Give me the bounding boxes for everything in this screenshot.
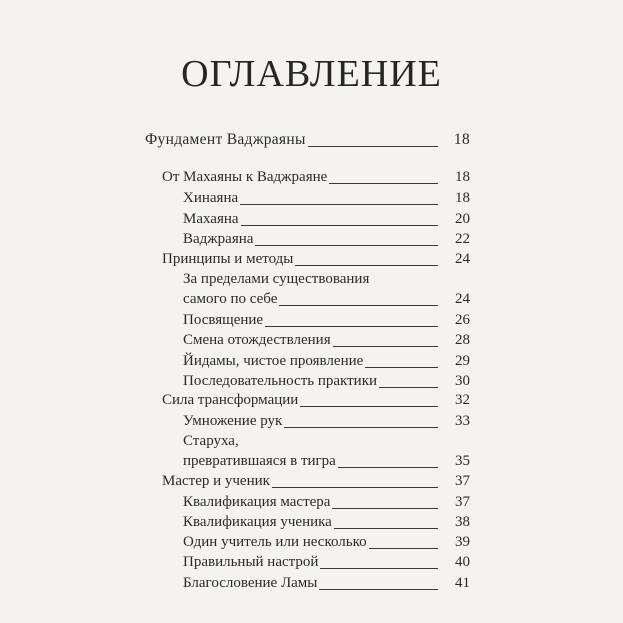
toc-entry xyxy=(183,412,470,430)
toc-leader xyxy=(329,183,438,184)
toc-entry-label: Благословение Ламы xyxy=(183,575,318,591)
toc-leader xyxy=(295,265,438,266)
toc-entry xyxy=(183,574,470,592)
toc-page-number: 41 xyxy=(455,575,470,591)
toc-page-number: 18 xyxy=(455,190,470,206)
toc-page-number: 28 xyxy=(455,332,470,348)
toc-page-number: 18 xyxy=(453,131,470,148)
toc-entry-label: Принципы и методы xyxy=(162,251,294,267)
toc-page-number: 26 xyxy=(455,312,470,328)
toc-entry xyxy=(145,131,470,149)
toc-entry xyxy=(183,210,470,228)
toc-page-number: 29 xyxy=(455,353,470,369)
toc-entry-label: Махаяна xyxy=(183,211,239,227)
toc-page-number: 20 xyxy=(455,211,470,227)
toc-entry xyxy=(183,452,470,470)
toc-leader xyxy=(333,346,438,347)
toc-page-number: 37 xyxy=(455,494,470,510)
toc-leader xyxy=(300,406,438,407)
toc-leader xyxy=(308,146,438,147)
toc-leader xyxy=(365,367,438,368)
toc-entry-label: Смена отождествления xyxy=(183,332,331,348)
toc-entry-label: самого по себе xyxy=(183,291,278,307)
toc-leader xyxy=(369,548,438,549)
toc-entry xyxy=(183,513,470,531)
toc-page-number: 39 xyxy=(455,534,470,550)
toc-entry xyxy=(183,311,470,329)
toc-entry-label: Посвящение xyxy=(183,312,264,328)
toc-entry-label: Старуха, xyxy=(183,433,239,449)
toc-entry xyxy=(183,533,470,551)
toc-entry xyxy=(162,168,470,186)
toc-page-number: 18 xyxy=(455,169,470,185)
toc-leader xyxy=(272,487,438,488)
toc-leader xyxy=(240,204,438,205)
toc-leader xyxy=(284,427,438,428)
toc-page-number: 24 xyxy=(455,251,470,267)
toc-entry xyxy=(183,189,470,207)
toc-leader xyxy=(379,387,438,388)
toc-leader xyxy=(334,528,438,529)
toc-entry xyxy=(183,352,470,370)
toc-entry xyxy=(183,553,470,571)
toc-entry xyxy=(183,270,470,288)
page-title: ОГЛАВЛЕНИЕ xyxy=(181,53,442,95)
toc-leader xyxy=(279,305,438,306)
toc-entry-label: Ваджраяна xyxy=(183,231,254,247)
toc-leader xyxy=(319,589,438,590)
toc-entry-label: Фундамент Ваджраяны xyxy=(145,131,306,148)
toc-page-number: 32 xyxy=(455,392,470,408)
toc-page-number: 33 xyxy=(455,413,470,429)
toc-leader xyxy=(255,245,438,246)
toc-leader xyxy=(332,508,438,509)
toc-page-number: 38 xyxy=(455,514,470,530)
toc-page-number: 37 xyxy=(455,473,470,489)
toc-entry xyxy=(183,230,470,248)
toc-leader xyxy=(338,467,438,468)
toc-entry-label: Квалификация ученика xyxy=(183,514,332,530)
toc-entry-label: Умножение рук xyxy=(183,413,283,429)
toc-entry-label: За пределами существования xyxy=(183,271,370,287)
toc-entry-label: превратившаяся в тигра xyxy=(183,453,336,469)
toc-page-number: 24 xyxy=(455,291,470,307)
toc-entry xyxy=(183,432,470,450)
toc-entry-label: Один учитель или несколько xyxy=(183,534,367,550)
toc-entry-label: Правильный настрой xyxy=(183,554,319,570)
toc-entry-label: Квалификация мастера xyxy=(183,494,331,510)
toc-entry-label: Последовательность практики xyxy=(183,373,378,389)
toc-entry xyxy=(183,493,470,511)
toc-entry xyxy=(183,290,470,308)
toc-entry-label: Сила трансформации xyxy=(162,392,299,408)
toc-leader xyxy=(265,326,438,327)
toc-entry-label: От Махаяны к Ваджраяне xyxy=(162,169,328,185)
toc-leader xyxy=(241,225,438,226)
toc-entry xyxy=(162,391,470,409)
toc-entry-label: Хинаяна xyxy=(183,190,239,206)
toc-entry xyxy=(162,472,470,490)
toc-page-number: 30 xyxy=(455,373,470,389)
toc-entry xyxy=(183,331,470,349)
toc-entry xyxy=(183,372,470,390)
toc-page-number: 35 xyxy=(455,453,470,469)
toc-entry-label: Йидамы, чистое проявление xyxy=(183,353,364,369)
toc-leader xyxy=(320,568,438,569)
toc-page-number: 40 xyxy=(455,554,470,570)
toc-entry xyxy=(162,250,470,268)
toc-entry-label: Мастер и ученик xyxy=(162,473,270,489)
toc-page-number: 22 xyxy=(455,231,470,247)
